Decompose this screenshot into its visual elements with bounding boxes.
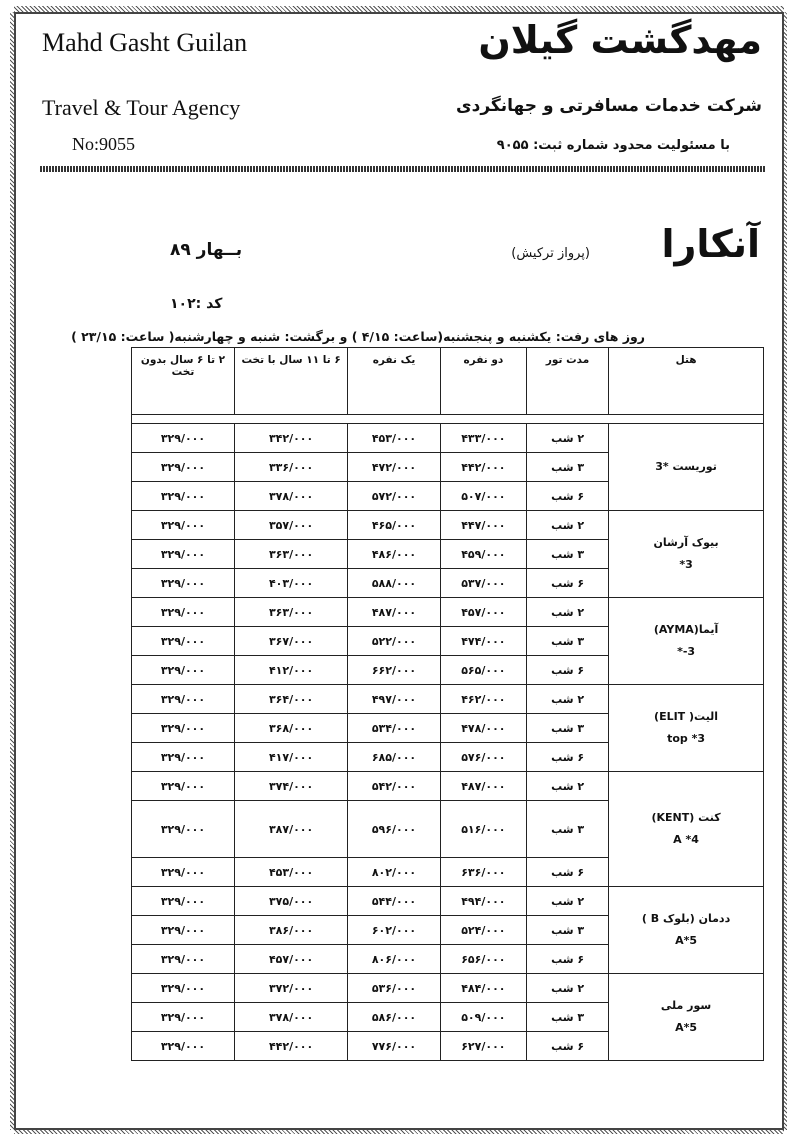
cell-double: ۴۸۷/۰۰۰ [440,772,526,801]
cell-duration: ۲ شب [527,598,609,627]
cell-double: ۴۷۸/۰۰۰ [440,714,526,743]
cell-double: ۴۵۷/۰۰۰ [440,598,526,627]
table-body [132,415,764,1061]
cell-child-bed: ۳۵۷/۰۰۰ [234,511,347,540]
company-tagline-en: Travel & Tour Agency [42,95,241,120]
cell-child-nobed: ۳۲۹/۰۰۰ [132,801,235,858]
company-registration-fa: با مسئولیت محدود شماره ثبت: ۹۰۵۵ [496,138,730,153]
cell-child-nobed: ۳۲۹/۰۰۰ [132,945,235,974]
cell-child-nobed: ۳۲۹/۰۰۰ [132,453,235,482]
cell-duration: ۶ شب [527,569,609,598]
table-header-row [132,348,764,415]
hotel-grade: 5*A [675,934,698,947]
cell-duration: ۶ شب [527,1032,609,1061]
cell-single: ۵۹۶/۰۰۰ [348,801,441,858]
hotel-name-cell [609,685,764,772]
cell-duration: ۲ شب [527,887,609,916]
hotel-name-cell [609,424,764,511]
cell-single: ۵۸۸/۰۰۰ [348,569,441,598]
cell-child-nobed: ۳۲۹/۰۰۰ [132,511,235,540]
cell-duration: ۶ شب [527,945,609,974]
cell-child-bed: ۳۶۳/۰۰۰ [234,540,347,569]
cell-duration: ۳ شب [527,540,609,569]
hotel-name: توریست *3 [655,460,717,473]
hotel-name-cell [609,598,764,685]
hotel-name: بیوک آرشان [653,536,719,549]
header-separator [40,166,765,172]
cell-duration: ۳ شب [527,627,609,656]
cell-child-nobed: ۳۲۹/۰۰۰ [132,685,235,714]
cell-duration: ۲ شب [527,685,609,714]
hotel-name: سور ملی [660,999,712,1012]
hotel-grade: 4* A [673,833,699,846]
cell-single: ۴۷۲/۰۰۰ [348,453,441,482]
table-row [132,511,764,540]
header-hotel: هتل [609,348,764,415]
cell-duration: ۳ شب [527,453,609,482]
cell-duration: ۶ شب [527,482,609,511]
cell-duration: ۲ شب [527,772,609,801]
cell-double: ۵۶۵/۰۰۰ [440,656,526,685]
cell-child-bed: ۴۰۳/۰۰۰ [234,569,347,598]
cell-single: ۶۶۲/۰۰۰ [348,656,441,685]
cell-child-nobed: ۳۲۹/۰۰۰ [132,627,235,656]
cell-double: ۵۳۷/۰۰۰ [440,569,526,598]
cell-child-nobed: ۳۲۹/۰۰۰ [132,1032,235,1061]
cell-single: ۵۴۴/۰۰۰ [348,887,441,916]
cell-single: ۴۸۷/۰۰۰ [348,598,441,627]
cell-single: ۴۵۳/۰۰۰ [348,424,441,453]
cell-single: ۴۹۷/۰۰۰ [348,685,441,714]
cell-double: ۶۵۶/۰۰۰ [440,945,526,974]
cell-child-nobed: ۳۲۹/۰۰۰ [132,482,235,511]
cell-child-nobed: ۳۲۹/۰۰۰ [132,540,235,569]
cell-child-nobed: ۳۲۹/۰۰۰ [132,858,235,887]
company-name-fa: مهدگشت گیلان [478,18,762,62]
cell-child-nobed: ۳۲۹/۰۰۰ [132,1003,235,1032]
cell-single: ۵۳۴/۰۰۰ [348,714,441,743]
table-row [132,772,764,801]
cell-duration: ۶ شب [527,743,609,772]
cell-single: ۵۴۲/۰۰۰ [348,772,441,801]
cell-single: ۵۷۲/۰۰۰ [348,482,441,511]
hotel-name: آیما(AYMA) [653,623,719,636]
table-row [132,974,764,1003]
cell-single: ۶۸۵/۰۰۰ [348,743,441,772]
cell-duration: ۳ شب [527,714,609,743]
cell-double: ۴۹۴/۰۰۰ [440,887,526,916]
cell-single: ۸۰۲/۰۰۰ [348,858,441,887]
cell-child-bed: ۳۷۸/۰۰۰ [234,1003,347,1032]
cell-double: ۴۴۷/۰۰۰ [440,511,526,540]
header-duration: مدت تور [527,348,609,415]
cell-single: ۵۳۶/۰۰۰ [348,974,441,1003]
cell-double: ۵۲۴/۰۰۰ [440,916,526,945]
cell-child-bed: ۳۸۷/۰۰۰ [234,801,347,858]
cell-duration: ۳ شب [527,801,609,858]
cell-child-bed: ۴۴۲/۰۰۰ [234,1032,347,1061]
header-child-bed: ۶ تا ۱۱ سال با تخت [234,348,347,415]
hotel-name-cell [609,511,764,598]
flight-schedule: روز های رفت: یکشنبه و پنجشنبه(ساعت: ۴/۱۵ ) و برگشت: شنبه و چهارشنبه( ساعت: ۲۳/۱۵ ) [71,329,645,344]
header-double: دو نفره [440,348,526,415]
table-gap-row [132,415,764,424]
cell-double: ۴۷۴/۰۰۰ [440,627,526,656]
hotel-name: ددمان (بلوک B ) [641,912,731,925]
cell-child-bed: ۳۷۲/۰۰۰ [234,974,347,1003]
cell-child-nobed: ۳۲۹/۰۰۰ [132,916,235,945]
table-row [132,685,764,714]
hotel-grade: 3* [679,558,693,571]
company-name-en: Mahd Gasht Guilan [42,28,248,57]
cell-single: ۶۰۲/۰۰۰ [348,916,441,945]
cell-single: ۸۰۶/۰۰۰ [348,945,441,974]
hotel-name: الیت( ELIT) [654,710,719,723]
destination-title: آنکارا [661,222,760,266]
company-tagline-fa: شرکت خدمات مسافرتی و جهانگردی [456,96,762,116]
cell-single: ۴۸۶/۰۰۰ [348,540,441,569]
table-gap-cell [132,415,764,424]
cell-duration: ۶ شب [527,858,609,887]
cell-child-bed: ۳۶۴/۰۰۰ [234,685,347,714]
cell-double: ۵۰۷/۰۰۰ [440,482,526,511]
hotel-name-cell [609,974,764,1061]
cell-duration: ۳ شب [527,1003,609,1032]
cell-child-bed: ۳۳۶/۰۰۰ [234,453,347,482]
table-row [132,424,764,453]
airline-note: (پرواز ترکیش) [511,246,590,261]
cell-child-bed: ۳۷۴/۰۰۰ [234,772,347,801]
cell-duration: ۲ شب [527,424,609,453]
hotel-grade: 5*A [675,1021,698,1034]
cell-child-bed: ۴۱۷/۰۰۰ [234,743,347,772]
cell-child-nobed: ۳۲۹/۰۰۰ [132,598,235,627]
price-table [131,347,764,1061]
cell-double: ۵۰۹/۰۰۰ [440,1003,526,1032]
cell-double: ۴۴۲/۰۰۰ [440,453,526,482]
tour-code: کد :۱۰۲ [170,296,223,312]
cell-duration: ۶ شب [527,656,609,685]
cell-duration: ۲ شب [527,974,609,1003]
cell-single: ۴۶۵/۰۰۰ [348,511,441,540]
hotel-name: کنت (KENT) [651,811,721,824]
hotel-grade: 3-* [677,645,696,658]
hotel-name-cell [609,887,764,974]
cell-child-nobed: ۳۲۹/۰۰۰ [132,424,235,453]
season-label: بــهار ۸۹ [170,240,243,260]
header-child-nobed: ۲ تا ۶ سال بدون تخت [132,348,235,415]
cell-child-bed: ۳۶۳/۰۰۰ [234,598,347,627]
cell-duration: ۳ شب [527,916,609,945]
cell-child-nobed: ۳۲۹/۰۰۰ [132,743,235,772]
cell-child-nobed: ۳۲۹/۰۰۰ [132,772,235,801]
hotel-grade: 3* top [667,732,706,745]
table-row [132,598,764,627]
table-row [132,887,764,916]
cell-double: ۴۸۴/۰۰۰ [440,974,526,1003]
cell-double: ۶۲۷/۰۰۰ [440,1032,526,1061]
company-number-en: No:9055 [72,134,135,154]
header-single: یک نفره [348,348,441,415]
cell-child-nobed: ۳۲۹/۰۰۰ [132,656,235,685]
cell-child-nobed: ۳۲۹/۰۰۰ [132,974,235,1003]
cell-child-bed: ۳۸۶/۰۰۰ [234,916,347,945]
cell-single: ۷۷۶/۰۰۰ [348,1032,441,1061]
cell-child-nobed: ۳۲۹/۰۰۰ [132,887,235,916]
cell-child-bed: ۳۴۲/۰۰۰ [234,424,347,453]
cell-double: ۴۳۳/۰۰۰ [440,424,526,453]
hotel-name-cell [609,772,764,887]
cell-double: ۴۶۲/۰۰۰ [440,685,526,714]
cell-double: ۵۷۶/۰۰۰ [440,743,526,772]
cell-double: ۴۵۹/۰۰۰ [440,540,526,569]
cell-child-bed: ۳۶۷/۰۰۰ [234,627,347,656]
cell-child-bed: ۳۶۸/۰۰۰ [234,714,347,743]
cell-child-nobed: ۳۲۹/۰۰۰ [132,714,235,743]
cell-child-bed: ۴۱۲/۰۰۰ [234,656,347,685]
cell-double: ۶۳۶/۰۰۰ [440,858,526,887]
cell-child-nobed: ۳۲۹/۰۰۰ [132,569,235,598]
cell-child-bed: ۴۵۳/۰۰۰ [234,858,347,887]
cell-single: ۵۲۲/۰۰۰ [348,627,441,656]
cell-double: ۵۱۶/۰۰۰ [440,801,526,858]
cell-duration: ۲ شب [527,511,609,540]
cell-child-bed: ۳۷۸/۰۰۰ [234,482,347,511]
cell-child-bed: ۳۷۵/۰۰۰ [234,887,347,916]
cell-child-bed: ۴۵۷/۰۰۰ [234,945,347,974]
cell-single: ۵۸۶/۰۰۰ [348,1003,441,1032]
